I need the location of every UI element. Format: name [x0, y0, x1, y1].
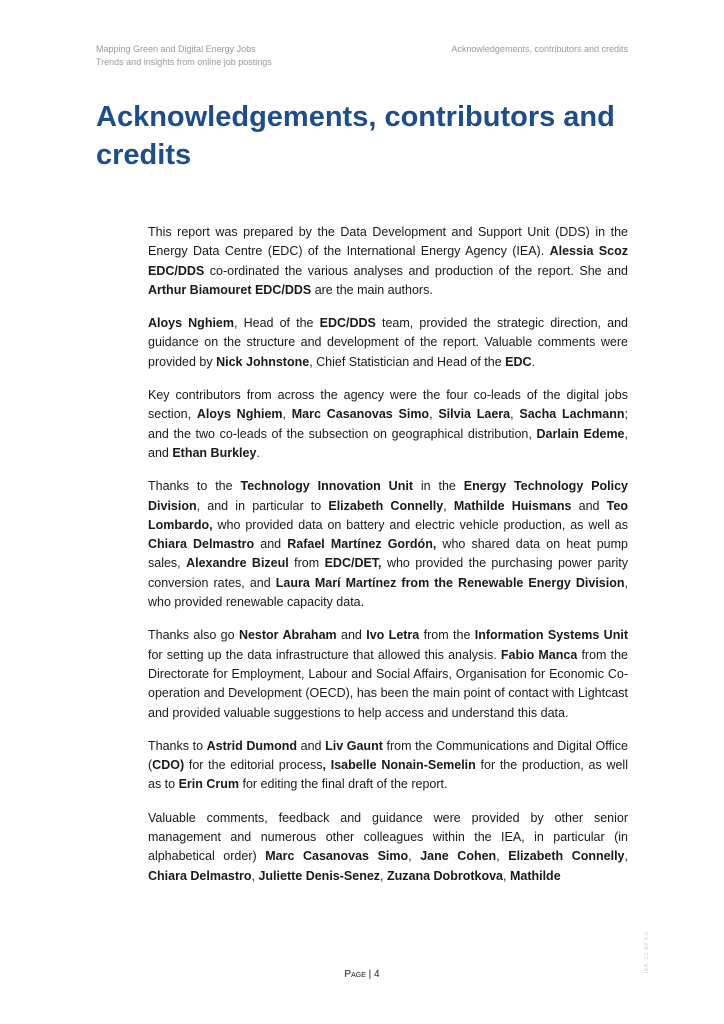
text-run: ,: [380, 868, 387, 883]
text-run: from: [288, 556, 325, 571]
bold-run: Ivo Letra: [366, 628, 420, 643]
bold-run: Elizabeth Connelly: [508, 849, 625, 864]
paragraph: [148, 223, 628, 300]
paragraph: [148, 737, 628, 795]
text-run: , who provided renewable capacity data.: [148, 575, 628, 610]
paragraph: [148, 314, 628, 372]
text-run: ,: [624, 849, 628, 864]
bold-run: , Isabelle Nonain-Semelin: [322, 758, 476, 773]
running-header-section: Acknowledgements, contributors and credits: [451, 44, 628, 54]
text-run: ,: [443, 498, 454, 513]
document-subtitle: Trends and insights from online job postings: [96, 56, 272, 67]
text-run: ; and the two co-leads of the subsection on geographical distribution,: [148, 407, 628, 441]
text-run: for editing the final draft of the report.: [239, 777, 448, 792]
text-run: Valuable comments, feedback and guidance were provided by other senior management and numerous other colleagues within the IEA, in particular (in alphabetical order): [148, 810, 628, 864]
text-run: Thanks also go: [148, 628, 239, 643]
text-run: for the production, as well as to: [148, 758, 628, 792]
bold-run: Silvia Laera: [438, 407, 511, 422]
bold-run: Rafael Martínez Gordón,: [287, 537, 437, 552]
text-run: Key contributors from across the agency were the four co-leads of the digital jobs section,: [148, 388, 628, 422]
bold-run: Astrid Dumond: [206, 738, 298, 753]
paragraph: [148, 386, 628, 463]
bold-run: Aloys Nghiem: [148, 316, 234, 331]
bold-run: EDC/DET,: [324, 556, 382, 571]
bold-run: Ethan Burkley: [172, 445, 257, 460]
paragraph: [148, 809, 628, 886]
bold-run: Aloys Nghiem: [196, 407, 283, 422]
bold-run: Information Systems Unit: [474, 628, 628, 643]
text-run: co-ordinated the various analyses and production of the report. She and: [204, 263, 628, 278]
text-run: who shared data on heat pump sales,: [148, 537, 628, 571]
bold-run: Nick Johnstone: [216, 354, 310, 369]
bold-run: Jane Cohen: [420, 849, 497, 864]
license-watermark: IEA. CC BY 4.0.: [644, 929, 650, 973]
bold-run: Alexandre Bizeul: [186, 556, 289, 571]
bold-run: Liv Gaunt: [325, 738, 383, 753]
bold-run: EDC/DDS: [319, 316, 376, 331]
text-run: who provided the purchasing power parity conversion rates, and: [148, 556, 629, 590]
bold-run: Marc Casanovas Simo: [265, 849, 409, 864]
bold-run: Alessia Scoz EDC/DDS: [148, 244, 628, 278]
text-run: , Chief Statistician and Head of the: [309, 354, 506, 369]
bold-run: Marc Casanovas Simo: [291, 407, 430, 422]
text-run: ,: [496, 849, 509, 864]
text-run: , Head of the: [234, 316, 320, 331]
text-run: Thanks to: [148, 738, 207, 753]
bold-run: Darlain Edeme: [536, 426, 625, 441]
text-run: who provided data on battery and electric vehicle production, as well as: [212, 517, 628, 532]
text-run: .: [256, 445, 260, 460]
bold-run: Chiara Delmastro: [148, 868, 252, 883]
page-title: Acknowledgements, contributors and credits: [96, 101, 615, 171]
document-title: Mapping Green and Digital Energy Jobs: [96, 44, 256, 54]
bold-run: EDC: [505, 354, 532, 369]
text-run: team, provided the strategic direction, and guidance on the structure and development of the report. Valuable comments were provided by: [148, 316, 628, 369]
bold-run: Juliette Denis-Senez: [258, 868, 381, 883]
bold-run: Technology Innovation Unit: [240, 479, 413, 494]
text-run: Thanks to the: [148, 479, 241, 494]
text-run: ,: [510, 407, 520, 422]
bold-run: Fabio Manca: [500, 647, 578, 662]
bold-run: Nestor Abraham: [238, 628, 337, 643]
page-separator: |: [365, 969, 375, 980]
bold-run: Mathilde: [509, 868, 561, 883]
text-run: .: [531, 354, 536, 369]
text-run: from the Directorate for Employment, Labour and Social Affairs, Organisation for Economic Co-operation and Development (OECD), has been the main point of contact with Lightcast and provided valuable suggestions to help access and understand this data.: [148, 647, 628, 720]
bold-run: Erin Crum: [178, 777, 240, 792]
text-run: in the: [412, 479, 464, 494]
bold-run: Laura Marí Martínez from the Renewable Energy Division: [275, 575, 625, 590]
text-run: are the main authors.: [311, 282, 433, 297]
page-label: Page: [344, 969, 366, 980]
page-footer: [0, 969, 724, 980]
text-run: ,: [251, 868, 259, 883]
text-run: for the editorial process: [184, 758, 323, 773]
acknowledgements-body: [148, 223, 628, 900]
text-run: ,: [282, 407, 292, 422]
text-run: and: [297, 738, 326, 753]
paragraph: [148, 477, 628, 612]
bold-run: Mathilde Huismans: [453, 498, 572, 513]
bold-run: Arthur Biamouret EDC/DDS: [148, 282, 312, 297]
text-run: ,: [408, 849, 421, 864]
bold-run: CDO): [152, 758, 185, 773]
text-run: from the: [419, 628, 475, 643]
bold-run: Chiara Delmastro: [148, 537, 255, 552]
text-run: , and: [148, 426, 628, 460]
paragraph: [148, 626, 628, 722]
text-run: ,: [503, 868, 510, 883]
text-run: and: [254, 537, 288, 552]
text-run: This report was prepared by the Data Development and Support Unit (DDS) in the Energy Data Centre (EDC) of the International Energy Agency (IEA).: [148, 225, 628, 259]
text-run: and: [336, 628, 367, 643]
text-run: ,: [429, 407, 439, 422]
text-run: , and in particular to: [196, 498, 329, 513]
bold-run: Elizabeth Connelly: [328, 498, 444, 513]
page-number: 4: [374, 969, 380, 980]
bold-run: Sacha Lachmann: [519, 407, 625, 422]
bold-run: Teo Lombardo,: [148, 498, 628, 532]
text-run: from the Communications and Digital Office (: [148, 738, 628, 773]
bold-run: Zuzana Dobrotkova: [387, 868, 503, 883]
bold-run: Energy Technology Policy Division: [148, 479, 628, 513]
running-header-left: [96, 43, 272, 68]
text-run: and: [571, 498, 607, 513]
text-run: for setting up the data infrastructure that allowed this analysis.: [148, 647, 501, 662]
